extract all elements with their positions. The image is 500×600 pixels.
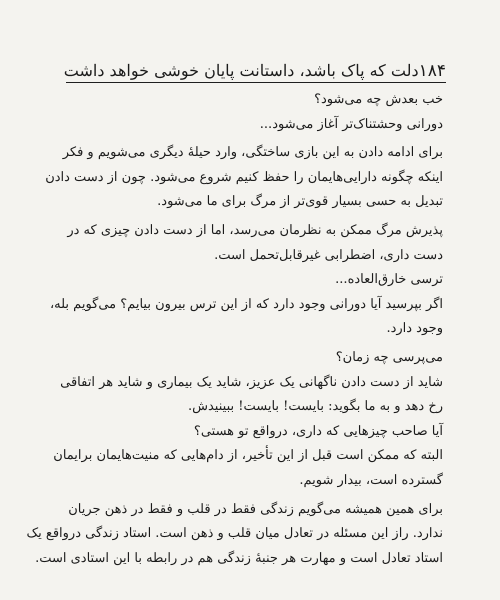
text-line: اینکه چگونه دارایی‌هایمان را حفظ کنیم شروع می‌شود. چون از دست دادن bbox=[45, 169, 443, 185]
text-line: دست داری، اضطرابی غیرقابل‌تحمل است. bbox=[214, 247, 443, 263]
paragraph bbox=[49, 293, 443, 342]
text-line: تبدیل به حسی بسیار قوی‌تر از مرگ برای ما می‌شود. bbox=[157, 194, 443, 210]
text-line: وجود دارد. bbox=[386, 321, 443, 337]
text-line: گسترده است، بیدار شویم. bbox=[299, 472, 443, 488]
header-rule bbox=[66, 82, 446, 83]
paragraph bbox=[45, 141, 443, 215]
paragraph bbox=[62, 268, 443, 293]
text-line: اگر بپرسید آیا دورانی وجود دارد که از این ترس بیرون بیایم؟ می‌گویم بله، bbox=[49, 296, 443, 312]
text-line: شاید از دست دادن ناگهانی یک عزیز، شاید یک بیماری و شاید هر اتفاقی bbox=[60, 374, 443, 390]
paragraph bbox=[53, 444, 443, 493]
text-line: رخ دهد و به ما بگوید: بایست! بایست! ببینیدش. bbox=[187, 399, 443, 415]
text-line: دورانی وحشتناک‌تر آغاز می‌شود... bbox=[259, 116, 443, 132]
text-line: ندارد. راز این مسئله در تعادل میان قلب و ذهن است. استاد زندگی درواقع یک bbox=[26, 526, 443, 542]
text-line: البته که ممکن است قبل از این تأخیر، از دام‌هایی که منیت‌هایمان برایمان bbox=[53, 448, 443, 464]
paragraph bbox=[26, 498, 443, 572]
text-line: خب بعدش چه می‌شود؟ bbox=[314, 92, 443, 107]
text-line: ترسی خارق‌العاده... bbox=[335, 272, 443, 288]
paragraph bbox=[62, 88, 443, 113]
paragraph bbox=[62, 346, 443, 371]
text-line: استاد تعادل است و مهارت هر جنبهٔ زندگی هم در رابطه با این استادی است. bbox=[35, 550, 443, 566]
page-header bbox=[63, 58, 446, 81]
text-line: می‌پرسی چه زمان؟ bbox=[335, 349, 443, 365]
paragraph bbox=[62, 371, 443, 420]
text-line: برای ادامه دادن به این بازی ساختگی، وارد حیلهٔ دیگری می‌شویم و فکر bbox=[62, 145, 443, 161]
text-line: آیا صاحب چیزهایی که داری، درواقع تو هستی؟ bbox=[193, 423, 443, 439]
paragraph bbox=[62, 420, 443, 445]
running-title: دلت که پاک باشد، داستانت پایان خوشی خواهد داشت bbox=[63, 61, 419, 80]
paragraph bbox=[62, 113, 443, 138]
body-text bbox=[26, 88, 443, 571]
page-number: ۱۸۴ bbox=[418, 61, 446, 81]
text-line: برای همین همیشه می‌گویم زندگی فقط در قلب و فقط در ذهن جریان bbox=[68, 501, 443, 517]
text-line: پذیرش مرگ ممکن به نظرمان می‌رسد، اما از دست دادن چیزی که در bbox=[67, 222, 443, 238]
paragraph bbox=[62, 219, 443, 268]
